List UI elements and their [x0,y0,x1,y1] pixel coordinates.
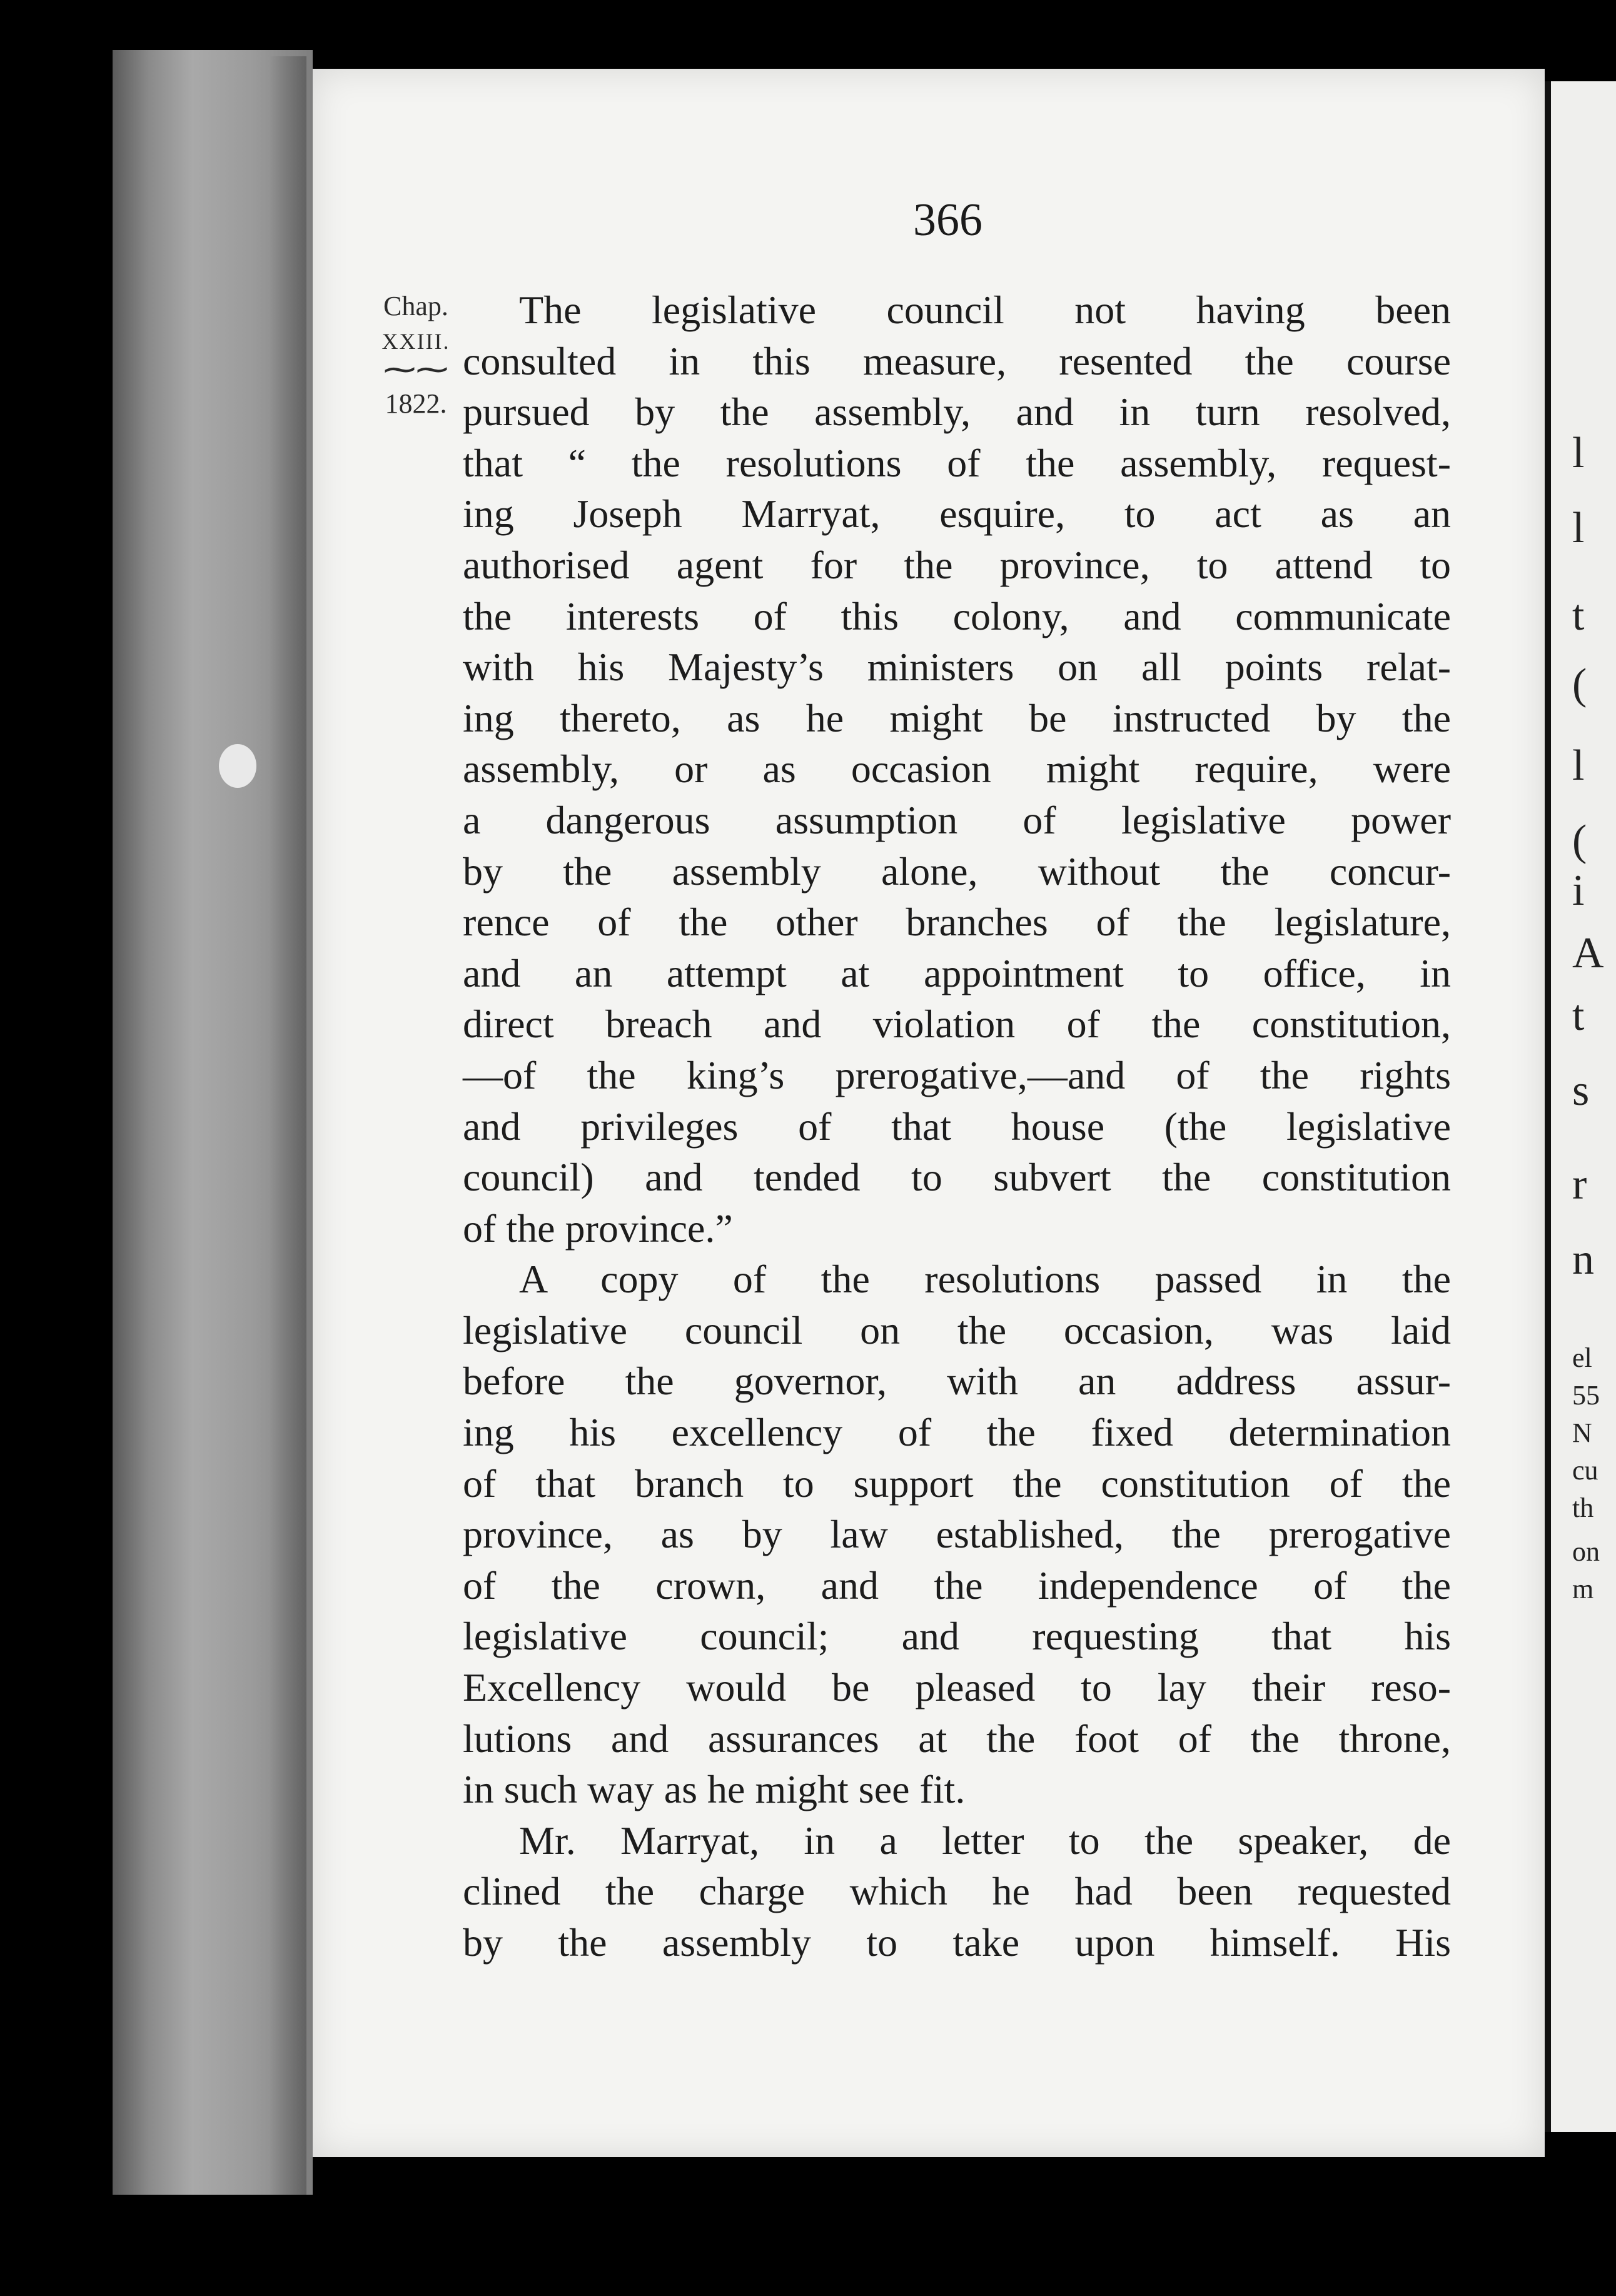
text-line: lutions and assurances at the foot of the throne, [463,1716,1451,1761]
text-line: clined the charge which he had been requested [463,1869,1451,1914]
text-line: legislative council; and requesting that his [463,1614,1451,1659]
paper-speck [219,744,256,788]
adjacent-page-fragment: m [1572,1574,1594,1604]
adjacent-page-fragment: t [1572,592,1585,640]
adjacent-page-fragment: ( [1572,660,1587,708]
text-line: of the crown, and the independence of the [463,1563,1451,1608]
margin-chapter-label: Chap. [383,291,448,321]
text-line: ing his excellency of the fixed determination [463,1410,1451,1455]
adjacent-page-sliver [1545,81,1616,2132]
margin-note [369,288,463,425]
text-line: —of the king’s prerogative,—and of the rights [463,1052,1451,1097]
text-line: a dangerous assumption of legislative power [463,797,1451,842]
text-line: Excellency would be pleased to lay their reso- [463,1665,1451,1710]
text-line: ing thereto, as he might be instructed by the [463,695,1451,740]
text-line: in such way as he might see fit. [463,1767,966,1812]
text-line: by the assembly alone, without the concur- [463,848,1451,894]
adjacent-page-fragment: r [1572,1161,1587,1209]
text-line: of that branch to support the constitution of the [463,1461,1451,1506]
text-line: ing Joseph Marryat, esquire, to act as an [463,491,1451,536]
text-line: province, as by law established, the prerogative [463,1512,1451,1557]
text-line: that “ the resolutions of the assembly, request- [463,440,1451,485]
text-line: before the governor, with an address assur- [463,1359,1451,1404]
gutter-shadow [269,56,306,2195]
adjacent-page-fragment: ( [1572,817,1587,865]
text-line: assembly, or as occasion might require, were [463,747,1451,792]
text-line: pursued by the assembly, and in turn resolved, [463,390,1451,435]
page-number: 366 [913,194,982,246]
text-line: by the assembly to take upon himself. His [463,1920,1451,1965]
text-line: of the province.” [463,1206,733,1251]
text-line: and an attempt at appointment to office, in [463,950,1451,995]
adjacent-page-fragment: el [1572,1342,1592,1373]
text-line: The legislative council not having been [519,288,1451,332]
adjacent-page-fragment: on [1572,1536,1600,1567]
adjacent-page-fragment: l [1572,429,1585,477]
adjacent-page-fragment: l [1572,742,1585,790]
adjacent-page-fragment: n [1572,1236,1594,1284]
adjacent-page-fragment: 55 [1572,1380,1600,1411]
adjacent-page-fragment: cu [1572,1455,1598,1486]
margin-swash-ornament: ⁓⁓ [383,352,448,388]
adjacent-page-fragment: N [1572,1417,1592,1448]
text-line: council) and tended to subvert the constitution [463,1155,1451,1200]
text-line: Mr. Marryat, in a letter to the speaker, de [519,1818,1451,1863]
text-line: A copy of the resolutions passed in the [519,1257,1451,1302]
text-line: authorised agent for the province, to attend to [463,542,1451,587]
adjacent-page-fragment: A [1572,929,1604,977]
text-line: the interests of this colony, and communicate [463,593,1451,638]
adjacent-page-fragment: th [1572,1493,1594,1523]
adjacent-page-fragment: i [1572,867,1585,915]
text-line: direct breach and violation of the constitution, [463,1002,1451,1047]
adjacent-page-fragment: l [1572,504,1585,552]
adjacent-page-fragment: s [1572,1067,1590,1115]
text-line: and privileges of that house (the legislative [463,1104,1451,1149]
text-line: rence of the other branches of the legislature, [463,900,1451,945]
text-line: legislative council on the occasion, was laid [463,1307,1451,1352]
margin-year: 1822. [385,388,447,419]
margin-chapter-number: XXIII. [381,329,450,354]
body-text [463,284,1451,1968]
text-line: consulted in this measure, resented the course [463,338,1451,383]
text-line: with his Majesty’s ministers on all points relat- [463,645,1451,690]
adjacent-page-fragment: t [1572,992,1585,1040]
